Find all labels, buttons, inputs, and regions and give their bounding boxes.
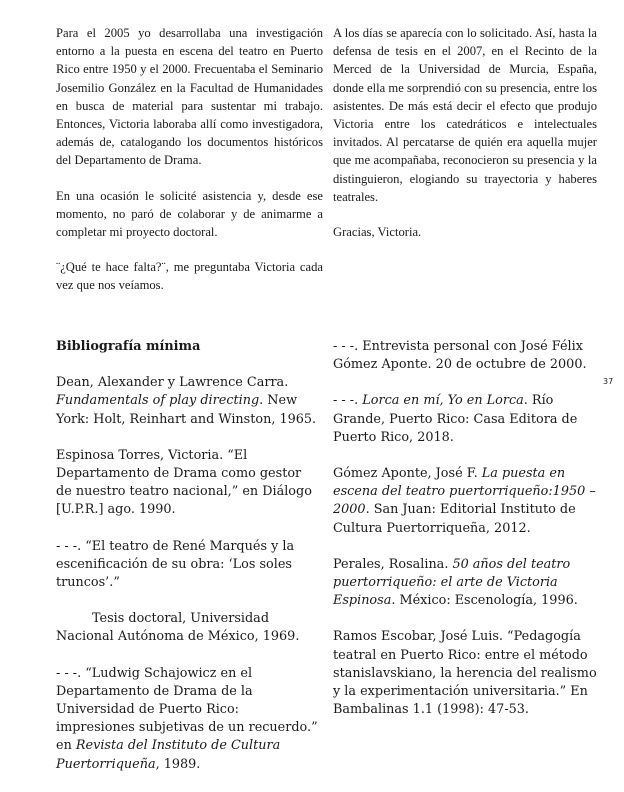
paragraph: Para el 2005 yo desarrollaba una investigación entorno a la puesta en escena del teatro en Puerto Rico entre 1950 y el 2000. Frecuentaba el Seminario Josemilio González en la Facultad de Humanidades en busca de material para sustentar mi trabajo. Entonces, Victoria laboraba allí como investigadora, además de, catalogando los documentos históricos del Departamento de Drama.: [56, 26, 323, 168]
paragraph: ¨¿Qué te hace falta?¨, me preguntaba Victoria cada vez que nos veíamos.: [56, 260, 323, 293]
right-column-text: [333, 24, 597, 258]
bib-entry: - - -. Lorca en mí, Yo en Lorca. Río Grande, Puerto Rico: Casa Editora de Puerto Rico, 2018.: [333, 393, 578, 445]
bib-entry: - - -. “El teatro de René Marqués y la escenificación de su obra: ‘Los soles truncos’.”: [56, 538, 295, 591]
bib-entry: - - -. “Ludwig Schajowicz en el Departamento de Drama de la Universidad de Puerto Rico: impresiones subjetivas de un recuerdo.” en Revista del Instituto de Cultura Puertorriqueña, 1989.: [56, 665, 318, 772]
bib-entry: - - -. Entrevista personal con José Félix Gómez Aponte. 20 de octubre de 2000.: [333, 339, 587, 373]
bib-entry: Gómez Aponte, José F. La puesta en escena del teatro puertorriqueño:1950 – 2000. San Juan: Editorial Instituto de Cultura Puertorriqueña, 2012.: [333, 466, 596, 536]
page-number: 37: [603, 377, 614, 386]
bib-entry: Tesis doctoral, Universidad Nacional Autónoma de México, 1969.: [56, 611, 300, 645]
paragraph: A los días se aparecía con lo solicitado. Así, hasta la defensa de tesis en el 2007, en el Recinto de la Merced de la Universidad de Murcia, España, donde ella me sorprendió con su presencia, entre los asistentes. De más está decir el efecto que produjo Victoria entre los catedráticos e intelectuales invitados. Al percatarse de quién era aquella mujer que me acompañaba, reconocieron su presencia y la distinguieron, elogiando su trayectoria y haberes teatrales.: [333, 26, 597, 204]
bibliography-right-column: [333, 338, 603, 737]
bib-entry: Perales, Rosalina. 50 años del teatro puertorriqueño: el arte de Victoria Espinosa. México: Escenología, 1996.: [333, 556, 578, 609]
closing-line: Gracias, Victoria.: [333, 225, 422, 240]
bibliography-left-column: [56, 338, 318, 792]
bib-entry: Ramos Escobar, José Luis. “Pedagogía teatral en Puerto Rico: entre el método stanislavskiano, la herencia del realismo y la experimentación universitaria.” En Bambalinas 1.1 (1998): 47-53.: [333, 629, 597, 718]
bibliography-heading: Bibliografía mínima: [56, 339, 201, 354]
bib-entry: Dean, Alexander y Lawrence Carra. Fundamentals of play directing. New York: Holt, Reinhart and Winston, 1965.: [56, 375, 317, 427]
bib-entry: Espinosa Torres, Victoria. “El Departamento de Drama como gestor de nuestro teatro nacional,” en Diálogo [U.P.R.] ago. 1990.: [56, 447, 312, 518]
left-column-text: [56, 24, 323, 312]
paragraph: En una ocasión le solicité asistencia y, desde ese momento, no paró de colaborar y de animarme a completar mi proyecto doctoral.: [56, 188, 323, 240]
